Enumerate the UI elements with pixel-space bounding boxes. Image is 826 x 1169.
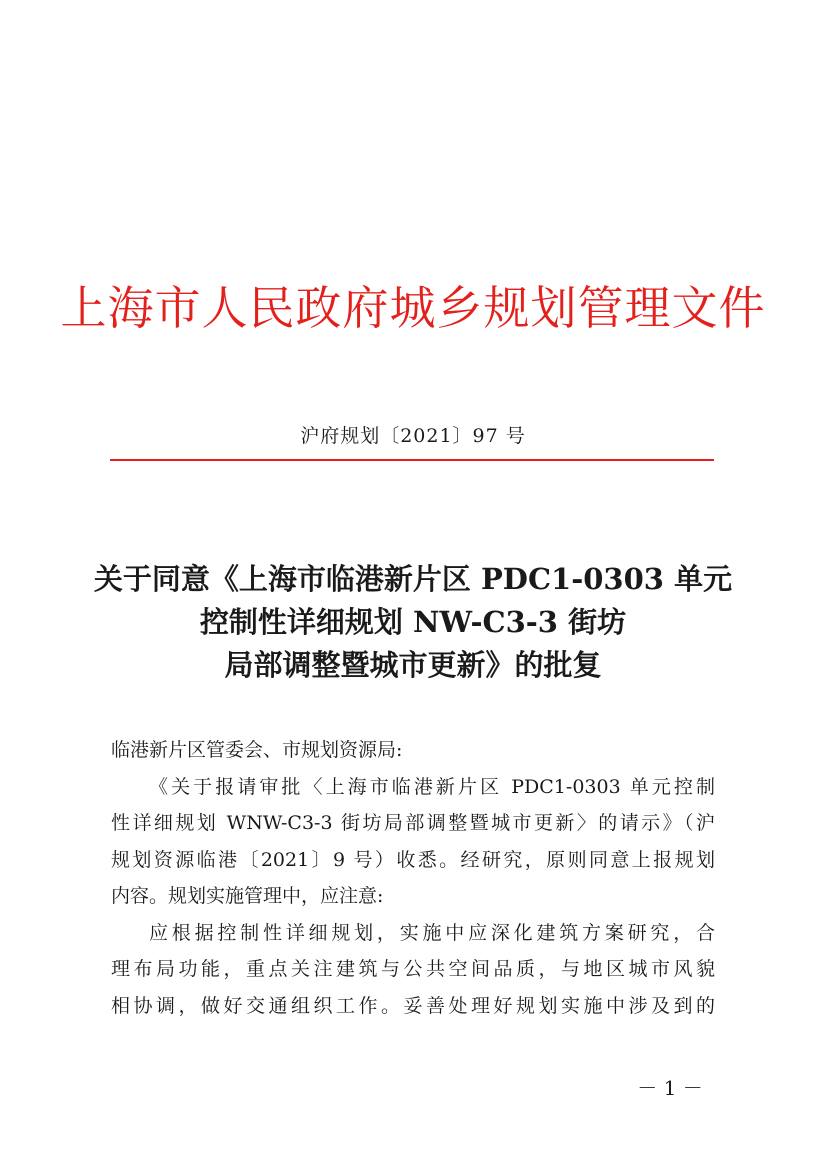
page-number: － 1 － [637,1076,703,1100]
salutation: 临港新片区管委会、市规划资源局: [111,739,403,761]
issuer-header-title: 上海市人民政府城乡规划管理文件 [60,281,766,335]
document-body [111,732,715,1024]
paragraph-implementation-guidance [111,915,715,1025]
title-line-3: 局部调整暨城市更新》的批复 [224,648,602,682]
document-number: 沪府规划〔2021〕97 号 [300,425,526,447]
paragraph-request-acknowledgement [111,769,715,915]
paragraph2-line-3: 相协调，做好交通组织工作。妥善处理好规划实施中涉及到的 [111,994,715,1017]
title-line-2: 控制性详细规划 NW-C3-3 街坊 [199,605,627,639]
paragraph1-line-1: 《关于报请审批〈上海市临港新片区 PDC1-0303 单元控制 [149,775,715,798]
red-separator-rule [110,459,714,461]
paragraph2-line-2: 理布局功能，重点关注建筑与公共空间品质，与地区城市风貌 [111,958,715,980]
document-title [60,558,766,687]
paragraph1-line-4: 内容。规划实施管理中，应注意: [111,885,384,907]
paragraph1-line-3: 规划资源临港〔2021〕9 号）收悉。经研究，原则同意上报规划 [111,848,715,871]
paragraph1-line-2: 性详细规划 WNW-C3-3 街坊局部调整暨城市更新〉的请示》（沪 [111,812,715,834]
paragraph2-line-1: 应根据控制性详细规划，实施中应深化建筑方案研究，合 [149,921,715,944]
title-line-1: 关于同意《上海市临港新片区 PDC1-0303 单元 [93,562,733,596]
